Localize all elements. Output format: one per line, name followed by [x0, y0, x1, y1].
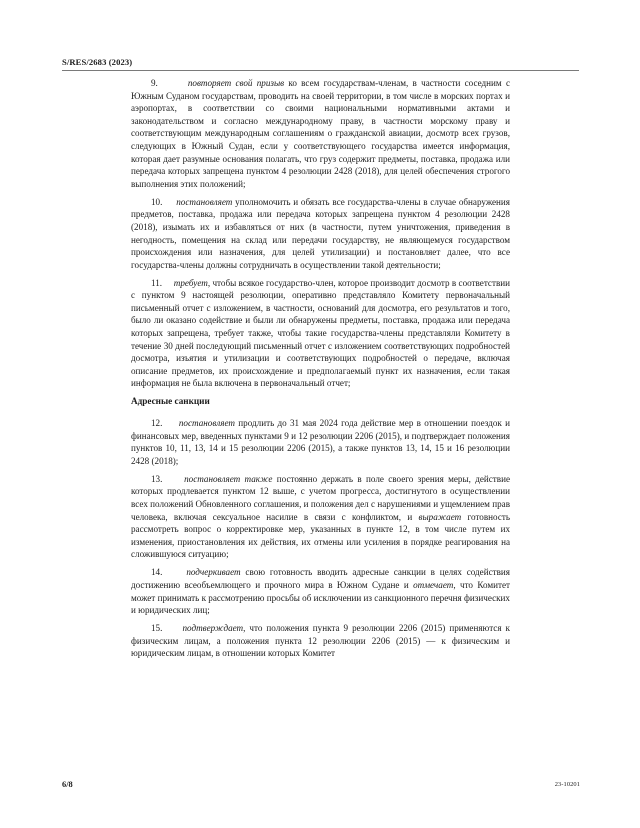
paragraph-text: , что Комитет может принимать к рассмотрению просьбы об исключении из санкционного перечня физических и юридических лиц;: [131, 579, 510, 616]
operative-verb: подчеркивает: [186, 567, 241, 578]
paragraph-text: постоянно держать в поле своего зрения меры, действие которых продлевается пунктом 12 выше, с учетом прогресса, достигнутого в осуществлении всех положений Обновленного соглашения, и положения дел с нарушениями и ущемлением прав человека, включая сексуальное насилие в связи с конфликтом, и: [131, 473, 510, 522]
document-code: 23-10201: [554, 781, 580, 788]
paragraph-text: 9.: [151, 78, 188, 88]
operative-verb: подтверждает: [182, 623, 244, 634]
paragraph-text: ко всем государствам-членам, в частности соседним с Южным Суданом государствам, проводить на своей территории, в том числе в морских портах и аэропортах, в соответствии со своими национальными нормативными актами и законодательством и согласно международному праву, в частности морскому праву и соответствующим международным соглашениям о гражданской авиации, досмотр всех грузов, следующих в Южный Судан, если у соответствующего государства имеется информация, которая дает разумные основания полагать, что груз содержит предметы, поставка, продажа или передача которых запрещена пунктом 4 резолюции 2428 (2018), для целей обеспечения строгого выполнения этих положений;: [131, 78, 511, 189]
paragraph: [131, 196, 510, 272]
operative-verb: требует: [173, 277, 208, 288]
operative-verb: постановляет: [176, 196, 233, 207]
paragraph-text: , что положения пункта 9 резолюции 2206 (2015) применяются к физическим лицам, а положения пункта 12 резолюции 2206 (2015) — к физическим и юридическим лицам, в отношении которых Комитет: [131, 623, 510, 659]
paragraph-text: 13.: [151, 473, 185, 484]
paragraph: [131, 277, 510, 390]
paragraph: [131, 566, 510, 616]
paragraph-text: продлить до 31 мая 2024 года действие мер в отношении поездок и финансовых мер, введенных пунктами 9 и 12 резолюции 2206 (2015), и подтверждает положения пунктов 10, 11, 13, 14 и 15 резолюции 2206 (2015), а также пунктов 13, 14, 15 и 16 резолюции 2428 (2018);: [131, 418, 511, 466]
operative-verb: выражает: [418, 511, 462, 522]
paragraph: [131, 77, 510, 190]
paragraph-group-after: [131, 417, 510, 660]
section-heading: Адресные санкции: [131, 396, 210, 407]
paragraph-text: 11.: [151, 277, 174, 288]
document-symbol: S/RES/2683 (2023): [62, 57, 133, 67]
header-divider: [62, 70, 579, 71]
page-number: 6/8: [62, 780, 73, 789]
operative-verb: повторяет свой призыв: [187, 78, 285, 88]
paragraph: [131, 622, 510, 660]
paragraph-text: , чтобы всякое государство-член, которое производит досмотр в соответствии с пунктом 9 настоящей резолюции, оперативно представляло Комитету первоначальный письменный отчет с изложением, в частности, оснований для досмотра, его результатов и того, было ли оказано содействие и были ли обнаружены предметы, поставка, продажа или передача которых запрещена, требует также, чтобы такие государства-члены представляли Комитету в течение 30 дней последующий письменный отчет с изложением соответствующих подробностей досмотра, изъятия и утилизации и соответствующих подробностей о передаче, включая описание предметов, их происхождение и предполагаемый пункт их назначения, если такая информация не была включена в первоначальный отчет;: [131, 277, 510, 389]
paragraph-text: 10.: [151, 196, 177, 207]
paragraph: [131, 473, 510, 561]
operative-verb: отмечает: [413, 579, 454, 590]
paragraph-group-before: [131, 77, 510, 390]
paragraph-text: 15.: [151, 623, 183, 634]
paragraph-text: готовность рассмотреть вопрос о корректировке мер, указанных в пункте 12, в том числе путем их изменения, приостановления их действия, их отмены или усиления в порядке реагирования на сложившуюся ситуацию;: [131, 511, 511, 560]
paragraph-text: уполномочить и обязать все государства-члены в случае обнаружения предметов, поставка, продажа или передача которых запрещена пунктом 4 резолюции 2428 (2018), изымать их и избавляться от них (в частности, путем уничтожения, приведения в негодность, помещения на склад или передачи государству, не являющемуся государством происхождения или назначения, для целей утилизации) и постановляет далее, что все государства-члены должны сотрудничать в осуществлении такой деятельности;: [131, 196, 510, 270]
paragraph-text: 12.: [151, 418, 179, 429]
paragraph: [131, 417, 510, 467]
paragraph-text: свою готовность вводить адресные санкции в целях содействия достижению всеобъемлющего и прочного мира в Южном Судане и: [131, 567, 510, 590]
operative-verb: постановляет: [178, 418, 236, 429]
document-body: [131, 77, 510, 665]
paragraph-text: 14.: [151, 567, 187, 578]
operative-verb: постановляет также: [184, 473, 273, 484]
